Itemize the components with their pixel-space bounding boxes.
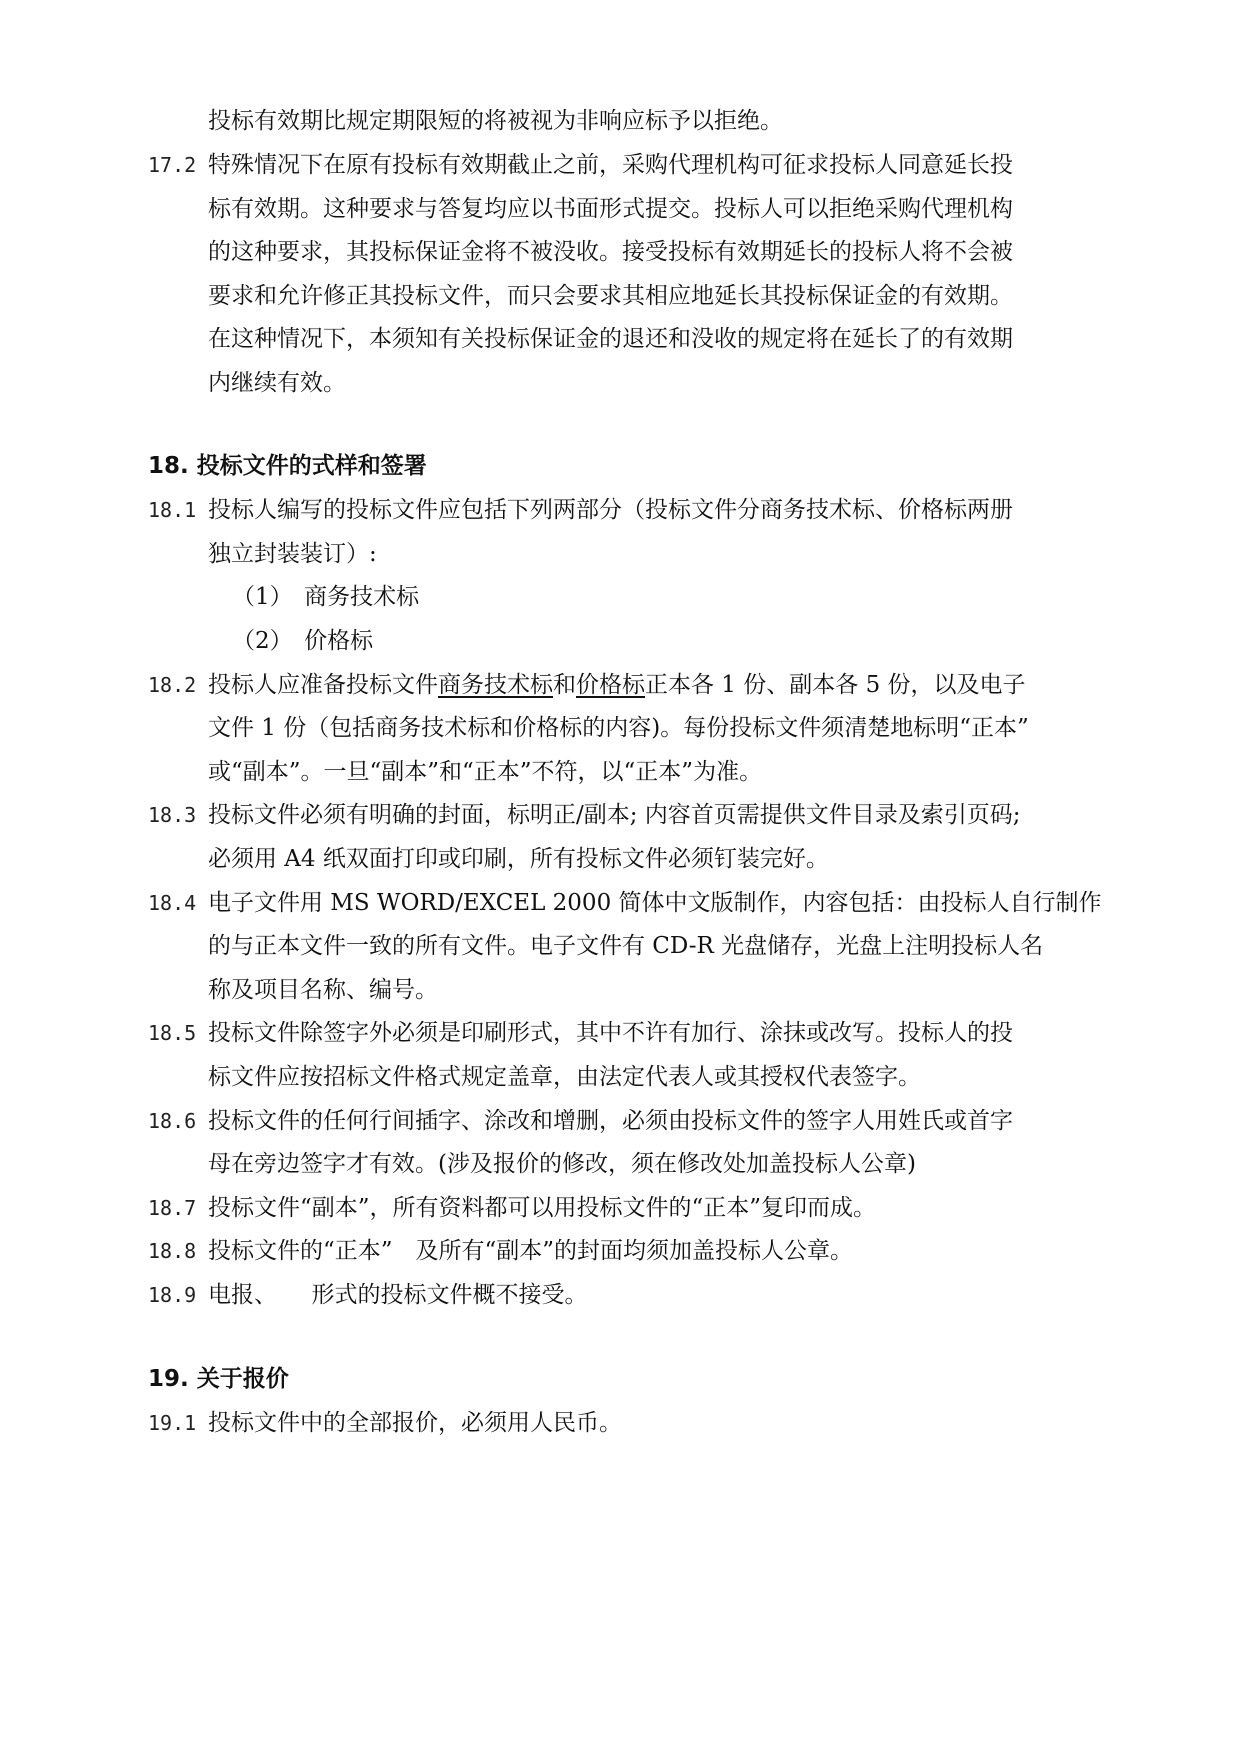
clause-number: 18.7 <box>148 1196 197 1220</box>
paragraph-line: 文件 1 份（包括商务技术标和价格标的内容)。每份投标文件须清楚地标明“正本” <box>208 715 1029 741</box>
clause-number: 19.1 <box>148 1411 197 1435</box>
text-run: 正本各 1 份、副本各 5 份，以及电子 <box>645 672 1026 698</box>
text-run: 和 <box>553 672 576 698</box>
paragraph-line: 投标文件“副本”，所有资料都可以用投标文件的“正本”复印而成。 <box>208 1195 877 1221</box>
paragraph-line: 独立封装装订）: <box>208 541 377 567</box>
underlined-term: 商务技术标 <box>438 672 553 698</box>
paragraph-line: 电报、 形式的投标文件概不接受。 <box>208 1282 588 1308</box>
clause-number: 18.9 <box>148 1283 197 1307</box>
paragraph-line: 投标文件的任何行间插字、涂改和增删，必须由投标文件的签字人用姓氏或首字 <box>208 1108 1013 1134</box>
clause-number: 18.2 <box>148 673 197 697</box>
paragraph-line: 的这种要求，其投标保证金将不被没收。接受投标有效期延长的投标人将不会被 <box>208 239 1013 265</box>
paragraph-line: 母在旁边签字才有效。(涉及报价的修改，须在修改处加盖投标人公章) <box>208 1151 916 1177</box>
paragraph-line: 必须用 A4 纸双面打印或印刷，所有投标文件必须钉装完好。 <box>208 846 829 872</box>
paragraph-line: 投标文件除签字外必须是印刷形式，其中不许有加行、涂抹或改写。投标人的投 <box>208 1020 1013 1046</box>
paragraph-line: 投标文件的“正本” 及所有“副本”的封面均须加盖投标人公章。 <box>208 1238 854 1264</box>
paragraph-line: 的与正本文件一致的所有文件。电子文件有 CD-R 光盘储存，光盘上注明投标人名 <box>208 933 1044 959</box>
underlined-term: 价格标 <box>576 672 645 698</box>
section-heading: 18. 投标文件的式样和签署 <box>148 453 427 479</box>
clause-number: 18.1 <box>148 498 197 522</box>
text-run: 投标人应准备投标文件 <box>208 672 438 698</box>
paragraph-line: 称及项目名称、编号。 <box>208 977 438 1003</box>
clause-number: 18.8 <box>148 1239 197 1263</box>
clause-number: 18.4 <box>148 891 197 915</box>
clause-number: 18.6 <box>148 1109 197 1133</box>
paragraph-line: 特殊情况下在原有投标有效期截止之前，采购代理机构可征求投标人同意延长投 <box>208 152 1013 178</box>
paragraph-line: 投标有效期比规定期限短的将被视为非响应标予以拒绝。 <box>208 108 783 134</box>
list-item: （2） 价格标 <box>232 628 374 654</box>
paragraph-line: 标有效期。这种要求与答复均应以书面形式提交。投标人可以拒绝采购代理机构 <box>208 196 1013 222</box>
paragraph-line: 在这种情况下，本须知有关投标保证金的退还和没收的规定将在延长了的有效期 <box>208 326 1013 352</box>
paragraph-line: 要求和允许修正其投标文件，而只会要求其相应地延长其投标保证金的有效期。 <box>208 283 1013 309</box>
paragraph-line: 投标文件中的全部报价，必须用人民币。 <box>208 1410 622 1436</box>
paragraph-line <box>208 670 1026 700</box>
clause-number: 17.2 <box>148 153 197 177</box>
paragraph-line: 标文件应按招标文件格式规定盖章，由法定代表人或其授权代表签字。 <box>208 1064 921 1090</box>
paragraph-line: 内继续有效。 <box>208 370 346 396</box>
clause-number: 18.5 <box>148 1021 197 1045</box>
section-heading: 19. 关于报价 <box>148 1366 289 1392</box>
paragraph-line: 或“副本”。一旦“副本”和“正本”不符，以“正本”为准。 <box>208 759 763 785</box>
list-item: （1） 商务技术标 <box>232 584 420 610</box>
paragraph-line: 投标文件必须有明确的封面，标明正/副本; 内容首页需提供文件目录及索引页码; <box>208 802 1021 828</box>
clause-number: 18.3 <box>148 803 197 827</box>
paragraph-line: 投标人编写的投标文件应包括下列两部分（投标文件分商务技术标、价格标两册 <box>208 497 1013 523</box>
paragraph-line: 电子文件用 MS WORD/EXCEL 2000 简体中文版制作，内容包括：由投标人自行制作 <box>208 890 1102 916</box>
